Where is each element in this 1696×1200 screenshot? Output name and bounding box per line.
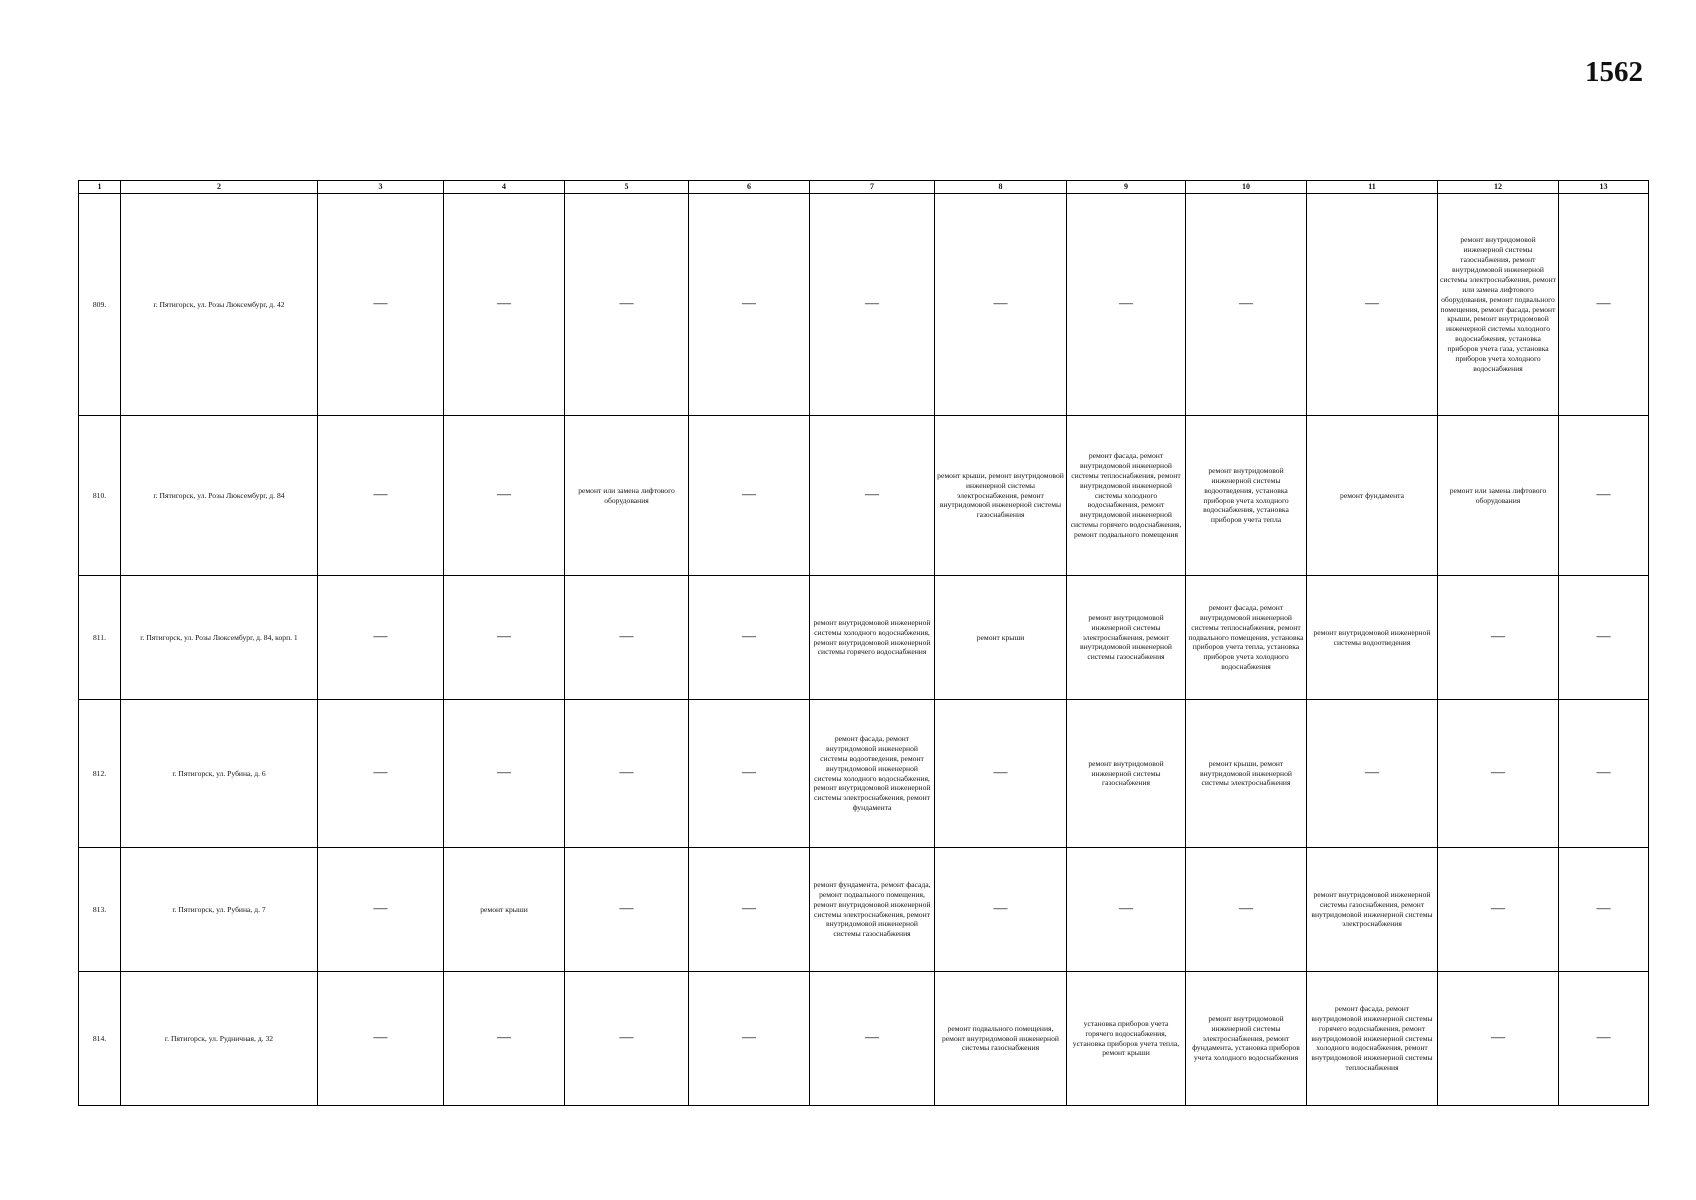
- column-number: 1: [79, 181, 121, 194]
- row-address: г. Пятигорск, ул. Рудничная, д. 32: [121, 972, 318, 1106]
- table-cell: ремонт крыши, ремонт внутридомовой инженерной системы электроснабжения, ремонт внутридомовой инженерной системы газоснабжения: [935, 416, 1067, 576]
- table-cell: установка приборов учета горячего водоснабжения, установка приборов учета тепла, ремонт крыши: [1067, 972, 1186, 1106]
- table-cell: ремонт или замена лифтового оборудования: [1438, 416, 1559, 576]
- table-cell: —: [689, 416, 810, 576]
- table-cell: —: [1559, 848, 1649, 972]
- table-cell: ремонт крыши: [935, 576, 1067, 700]
- table-cell: —: [689, 700, 810, 848]
- table-cell: —: [935, 700, 1067, 848]
- table-cell: —: [689, 972, 810, 1106]
- table-cell: —: [565, 848, 689, 972]
- table-cell: —: [318, 700, 444, 848]
- row-address: г. Пятигорск, ул. Рубина, д. 7: [121, 848, 318, 972]
- table-cell: ремонт внутридомовой инженерной системы газоснабжения: [1067, 700, 1186, 848]
- table-cell: —: [1186, 848, 1307, 972]
- row-address: г. Пятигорск, ул. Розы Люксембург, д. 42: [121, 194, 318, 416]
- table-cell: ремонт внутридомовой инженерной системы водоотведения, установка приборов учета холодного водоснабжения, установка приборов учета тепла: [1186, 416, 1307, 576]
- table-cell: ремонт внутридомовой инженерной системы водоотведения: [1307, 576, 1438, 700]
- table-cell: —: [1067, 194, 1186, 416]
- table-cell: —: [935, 194, 1067, 416]
- row-address: г. Пятигорск, ул. Розы Люксембург, д. 84: [121, 416, 318, 576]
- column-number: 9: [1067, 181, 1186, 194]
- table-cell: —: [810, 972, 935, 1106]
- row-address: г. Пятигорск, ул. Рубина, д. 6: [121, 700, 318, 848]
- row-number: 812.: [79, 700, 121, 848]
- table-row: [79, 972, 1649, 1106]
- table-cell: —: [444, 416, 565, 576]
- table-cell: —: [1067, 848, 1186, 972]
- table-cell: —: [444, 700, 565, 848]
- table-cell: —: [810, 194, 935, 416]
- table-cell: ремонт подвального помещения, ремонт внутридомовой инженерной системы газоснабжения: [935, 972, 1067, 1106]
- page-number: 1562: [1585, 56, 1643, 88]
- table-cell: —: [689, 848, 810, 972]
- table-cell: —: [318, 972, 444, 1106]
- table-cell: ремонт фасада, ремонт внутридомовой инженерной системы теплоснабжения, ремонт внутридомовой инженерной системы холодного водоснабжения, ремонт внутридомовой инженерной системы горячего водоснабжения, ремонт подвального помещения: [1067, 416, 1186, 576]
- table-cell: —: [1307, 700, 1438, 848]
- row-number: 811.: [79, 576, 121, 700]
- column-number: 13: [1559, 181, 1649, 194]
- table-cell: —: [1559, 416, 1649, 576]
- table-cell: —: [1438, 848, 1559, 972]
- row-number: 814.: [79, 972, 121, 1106]
- table-cell: —: [810, 416, 935, 576]
- table-cell: —: [318, 194, 444, 416]
- table-cell: —: [318, 848, 444, 972]
- column-number: 10: [1186, 181, 1307, 194]
- table-cell: —: [318, 416, 444, 576]
- row-number: 810.: [79, 416, 121, 576]
- table-cell: ремонт внутридомовой инженерной системы газоснабжения, ремонт внутридомовой инженерной системы электроснабжения, ремонт или замена лифтового оборудования, ремонт подвального помещения, ремонт фасада, ремонт крыши, ремонт внутридомовой инженерной системы холодного водоснабжения, установка приборов учета газа, установка приборов учета холодного водоснабжения: [1438, 194, 1559, 416]
- table-cell: —: [1559, 194, 1649, 416]
- row-number: 809.: [79, 194, 121, 416]
- table-cell: —: [935, 848, 1067, 972]
- table-cell: ремонт внутридомовой инженерной системы электроснабжения, ремонт внутридомовой инженерной системы газоснабжения: [1067, 576, 1186, 700]
- table-cell: —: [318, 576, 444, 700]
- table-cell: ремонт крыши, ремонт внутридомовой инженерной системы электроснабжения: [1186, 700, 1307, 848]
- repair-schedule-table: [78, 180, 1649, 1106]
- table-cell: —: [1438, 972, 1559, 1106]
- table-cell: —: [1559, 576, 1649, 700]
- column-number-row: [79, 181, 1649, 194]
- table-cell: —: [689, 576, 810, 700]
- column-number: 5: [565, 181, 689, 194]
- table-cell: —: [1559, 700, 1649, 848]
- table-cell: ремонт фундамента, ремонт фасада, ремонт подвального помещения, ремонт внутридомовой инженерной системы электроснабжения, ремонт внутридомовой инженерной системы газоснабжения: [810, 848, 935, 972]
- column-number: 2: [121, 181, 318, 194]
- table-cell: —: [1438, 576, 1559, 700]
- column-number: 4: [444, 181, 565, 194]
- column-number: 7: [810, 181, 935, 194]
- table-cell: —: [1307, 194, 1438, 416]
- table-cell: —: [565, 576, 689, 700]
- column-number: 3: [318, 181, 444, 194]
- table-cell: —: [565, 700, 689, 848]
- table-cell: —: [444, 576, 565, 700]
- table-cell: —: [444, 972, 565, 1106]
- table-row: [79, 194, 1649, 416]
- column-number: 11: [1307, 181, 1438, 194]
- table-cell: ремонт внутридомовой инженерной системы холодного водоснабжения, ремонт внутридомовой инженерной системы горячего водоснабжения: [810, 576, 935, 700]
- table-row: [79, 848, 1649, 972]
- row-address: г. Пятигорск, ул. Розы Люксембург, д. 84, корп. 1: [121, 576, 318, 700]
- table-cell: ремонт фасада, ремонт внутридомовой инженерной системы водоотведения, ремонт внутридомовой инженерной системы холодного водоснабжения, ремонт внутридомовой инженерной системы электроснабжения, ремонт фундамента: [810, 700, 935, 848]
- table-cell: ремонт фасада, ремонт внутридомовой инженерной системы теплоснабжения, ремонт подвального помещения, установка приборов учета тепла, установка приборов учета холодного водоснабжения: [1186, 576, 1307, 700]
- table-cell: ремонт крыши: [444, 848, 565, 972]
- table-cell: ремонт внутридомовой инженерной системы электроснабжения, ремонт фундамента, установка приборов учета холодного водоснабжения: [1186, 972, 1307, 1106]
- column-number: 12: [1438, 181, 1559, 194]
- table-cell: —: [1438, 700, 1559, 848]
- table-cell: ремонт фасада, ремонт внутридомовой инженерной системы горячего водоснабжения, ремонт внутридомовой инженерной системы холодного водоснабжения, ремонт внутридомовой инженерной системы теплоснабжения: [1307, 972, 1438, 1106]
- table-cell: —: [565, 972, 689, 1106]
- table-cell: ремонт или замена лифтового оборудования: [565, 416, 689, 576]
- table-cell: —: [444, 194, 565, 416]
- column-number: 6: [689, 181, 810, 194]
- column-number: 8: [935, 181, 1067, 194]
- table-cell: ремонт фундамента: [1307, 416, 1438, 576]
- table-cell: —: [1559, 972, 1649, 1106]
- table-cell: —: [565, 194, 689, 416]
- table-cell: —: [1186, 194, 1307, 416]
- table-row: [79, 700, 1649, 848]
- table-row: [79, 416, 1649, 576]
- table-row: [79, 576, 1649, 700]
- row-number: 813.: [79, 848, 121, 972]
- table-cell: ремонт внутридомовой инженерной системы газоснабжения, ремонт внутридомовой инженерной системы электроснабжения: [1307, 848, 1438, 972]
- table-cell: —: [689, 194, 810, 416]
